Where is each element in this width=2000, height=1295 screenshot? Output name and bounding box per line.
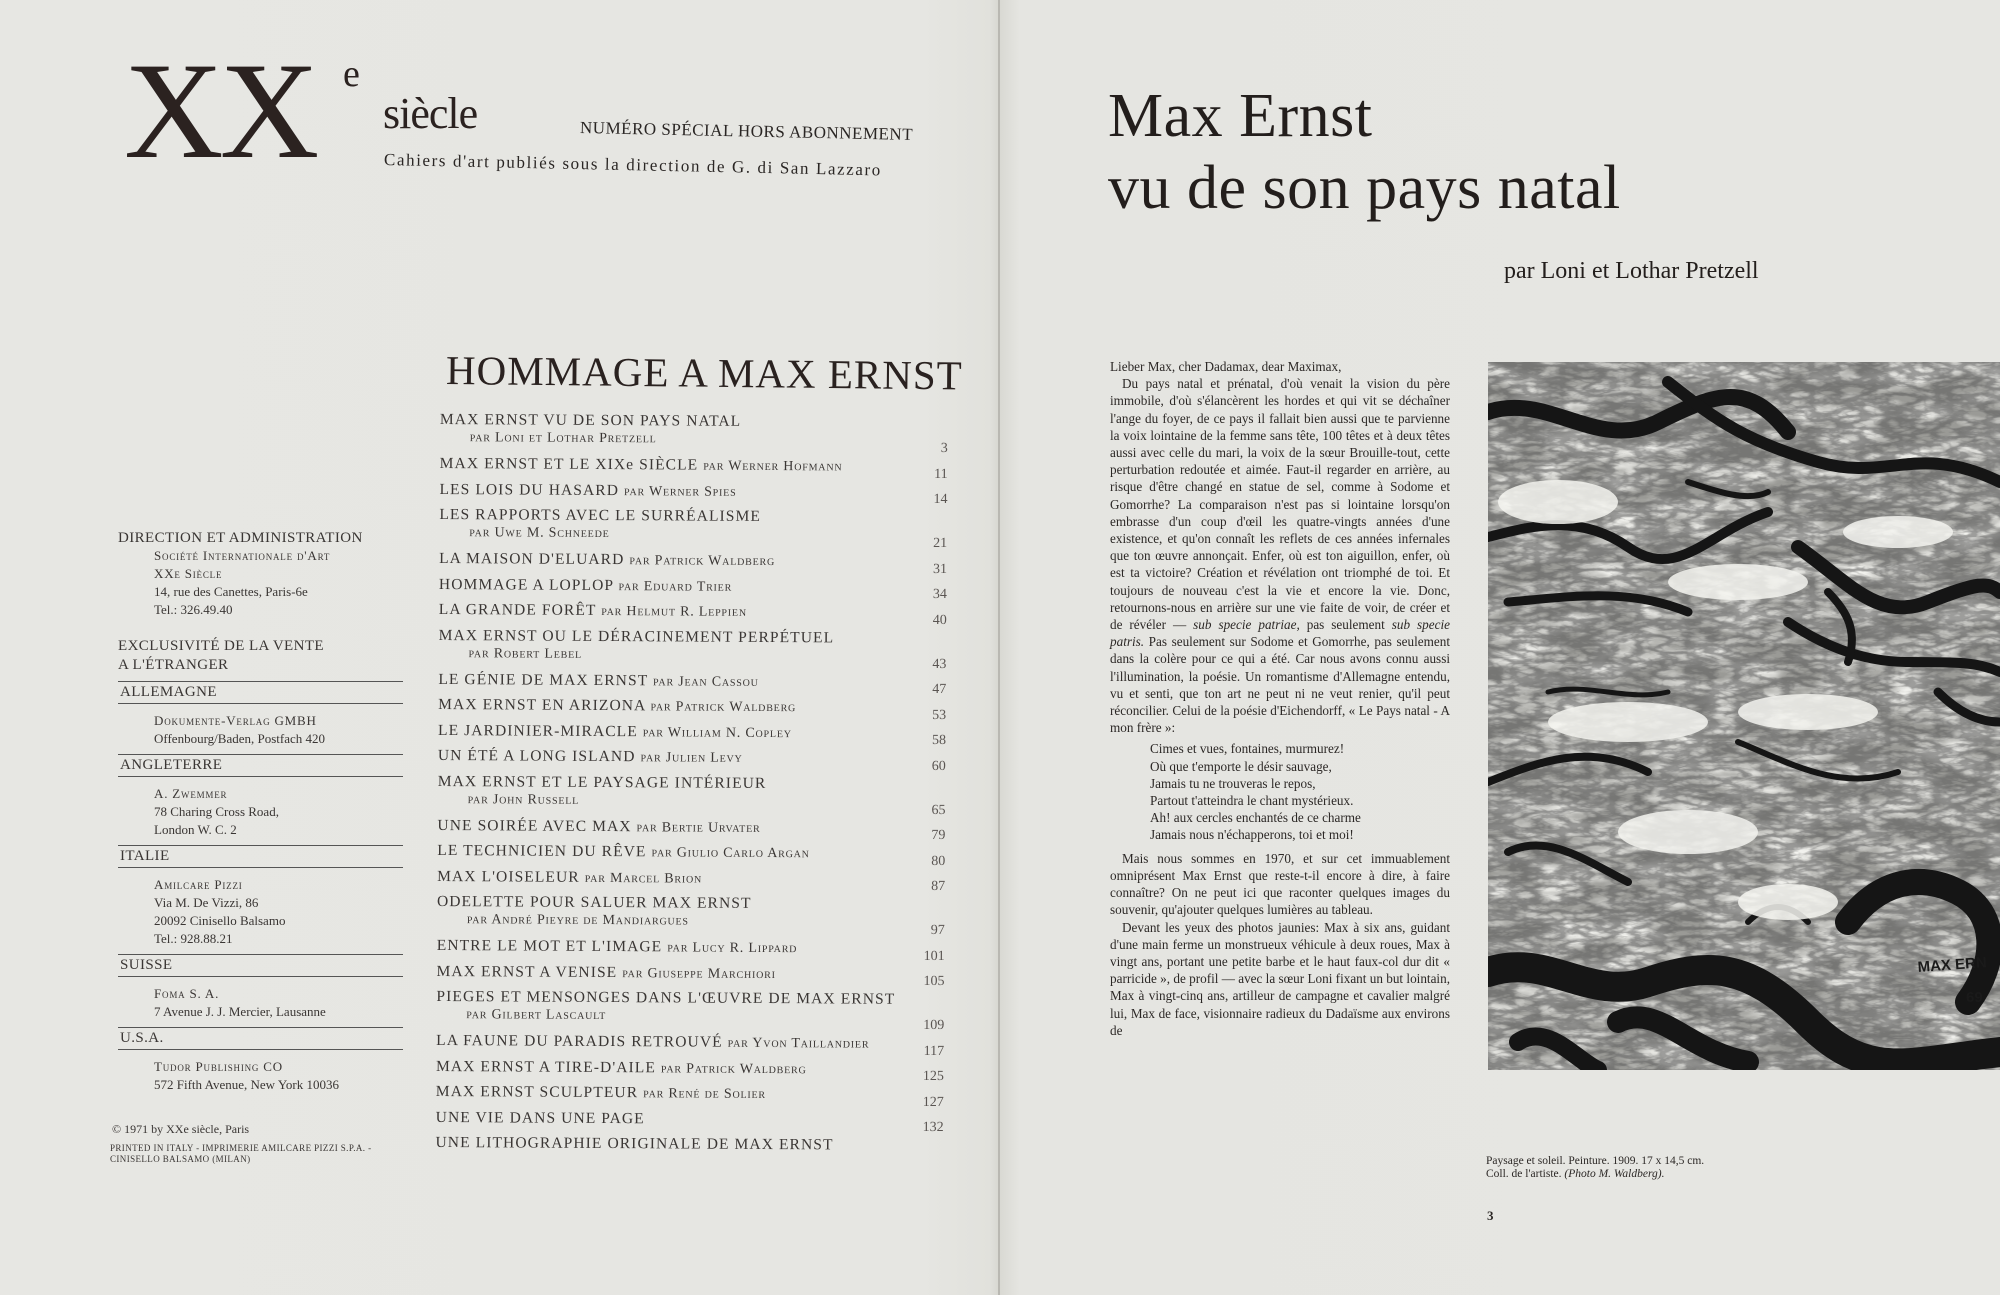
toc-entry-title: UNE SOIRÉE AVEC MAX (437, 816, 632, 835)
toc-entry (438, 600, 947, 629)
toc-entry-title: LA GRANDE FORÊT (438, 600, 597, 619)
address-line: 572 Fifth Avenue, New York 10036 (154, 1077, 340, 1092)
toc-entry-title: LES LOIS DU HASARD (439, 480, 620, 499)
toc-entry-title: MAX ERNST ET LE PAYSAGE INTÉRIEUR (437, 772, 767, 792)
toc-entry-line (437, 936, 937, 959)
toc-entry-author: par William N. Copley (642, 724, 792, 741)
address-line: XXe Siècle (154, 566, 223, 581)
toc-entry-page: 127 (922, 1094, 944, 1110)
text-run: Du pays natal et prénatal, d'où venait la vision du père immobile, d'où s'élancèrent les hordes et qui vit se déchaîner l'ange du foyer, de ce pays il fallait bien aussi que te parvienne la voix lointaine de la femme sans tête, 100 têtes et à deux têtes aussi avec celle du mari, la voix de la sœur Brouille-tout, cette perturbation redoutée et aimée. Faut-il regarder en arrière, au risque d'être changé en statue de sel, comme à Sodome et Gomorrhe? La comparaison n'est pas si lointaine lorsqu'on embrasse d'un coup d'œil les quatre-vingts années d'une existence, et qu'on connaît les reflets de ces années infernales que ton œuvre annonçait. Enfer, où est ton aiguillon, enfer, où est ta victoire? Création et révélation ont triomphé de toi. Et toujours de nouveau c'est la vie et encore la vie. Donc, retournons-nous en arrière sur une vie faite de voir, de créer et de révéler — (1110, 376, 1450, 633)
svg-text:69: 69 (1966, 989, 1983, 1006)
toc-entry (435, 1056, 944, 1085)
toc-entry-title: LA MAISON D'ELUARD (439, 549, 625, 569)
address-line: Dokumente-Verlag GMBH (154, 713, 317, 728)
toc-entry (437, 866, 946, 895)
printer-notice: PRINTED IN ITALY - IMPRIMERIE AMILCARE PIZZI S.P.A. - CINISELLO BALSAMO (MILAN) (110, 1143, 372, 1164)
toc-entry-page: 60 (931, 758, 946, 774)
painting-image (1488, 362, 2000, 1070)
toc-entry-line (437, 841, 937, 864)
toc-entry-title: HOMMAGE A LOPLOP (438, 575, 614, 594)
toc-entry-page: 125 (922, 1068, 944, 1085)
toc-entry-title: MAX ERNST VU DE SON PAYS NATAL (439, 410, 742, 430)
toc-entry-page: 11 (934, 466, 948, 482)
toc-entry-line (438, 720, 938, 743)
toc-entry-line (437, 866, 937, 889)
toc-entry-title: MAX ERNST A TIRE-D'AILE (435, 1057, 657, 1076)
exclusive-sale-heading (118, 637, 403, 675)
text-run: pas seulement (1299, 617, 1392, 633)
toc-entry (435, 1107, 944, 1136)
toc-entry (438, 695, 947, 724)
page-number: 3 (1487, 1208, 1494, 1223)
toc-entry-line (439, 574, 939, 597)
toc-entry-author: par Robert Lebel (468, 645, 582, 662)
toc-entry-page: 117 (923, 1043, 945, 1059)
toc-entry-author: par Julien Levy (640, 750, 743, 766)
address-line: 20092 Cinisello Balsamo (154, 913, 286, 928)
toc-entry-line (438, 669, 938, 692)
exclusive-sale-line: EXCLUSIVITÉ DE LA VENTE (118, 638, 324, 654)
toc-entry-author: par Loni et Lothar Pretzell (469, 430, 657, 447)
toc-entry-page: 132 (922, 1119, 944, 1136)
toc-entry-author: par Eduard Trier (618, 578, 733, 595)
toc-entry-page: 47 (932, 682, 947, 698)
address-line: Foma S. A. (154, 986, 220, 1001)
toc-entry-page: 14 (933, 492, 948, 508)
toc-entry-author: par Bertie Urvater (636, 819, 761, 836)
toc-entry (435, 1133, 935, 1162)
toc-entry (436, 961, 945, 990)
photo-credit: (Photo M. Waldberg). (1564, 1168, 1665, 1180)
country-heading: U.S.A. (118, 1027, 403, 1050)
toc-entry-page: 80 (931, 853, 946, 869)
masthead-superscript: e (343, 53, 360, 95)
toc-entry-author: par Lucy R. Lippard (667, 940, 798, 957)
toc-entry-title: LE TECHNICIEN DU RÊVE (437, 841, 647, 861)
administration-heading: DIRECTION ET ADMINISTRATION (118, 530, 363, 546)
toc-entry-line (437, 815, 937, 838)
salutation: Lieber Max, cher Dadamax, dear Maximax, (1110, 359, 1342, 374)
country-heading: SUISSE (118, 954, 403, 977)
toc-entry-title: LE GÉNIE DE MAX ERNST (438, 670, 649, 689)
latin-phrase: sub specie patris. (1110, 617, 1450, 650)
address-line: Tel.: 326.49.40 (154, 602, 233, 617)
poem-line: Jamais nous n'échapperons, toi et moi! (1150, 827, 1354, 843)
toc-entry (437, 841, 946, 870)
toc-entry-page: 53 (932, 707, 947, 723)
administration-column (118, 530, 403, 1100)
toc-entry-line (439, 479, 939, 502)
toc-entry-line (440, 454, 940, 477)
toc-title: HOMMAGE A MAX ERNST (445, 347, 963, 399)
toc-entry-author: par Giuseppe Marchiori (622, 965, 776, 982)
distributor-address (118, 712, 403, 748)
address-line: Offenbourg/Baden, Postfach 420 (154, 731, 326, 746)
country-heading: ALLEMAGNE (118, 681, 403, 704)
toc-entry-title: LA FAUNE DU PARADIS RETROUVÉ (436, 1031, 723, 1051)
toc-entry (436, 892, 945, 939)
toc-entry-title: MAX ERNST EN ARIZONA (438, 695, 646, 715)
address-line: Société Internationale d'Art (154, 548, 331, 563)
toc-entry-page: 109 (923, 1017, 945, 1034)
distributor-address (118, 785, 403, 839)
text-run: Pas seulement sur Sodome et Gomorrhe, pas seulement dans la colère pour ce qui a été. Car nous avons connu aussi l'illumination, la poésie. Un romantisme d'Allemagne entendu, vu et senti, que ton art ne peut ni ne veut renier, qu'il peut réconcilier. Celui de la poésie d'Eichendorff, « Le Pays natal - A mon frère »: (1110, 634, 1450, 736)
toc-entry (439, 479, 948, 508)
exclusive-sale-line: A L'ÉTRANGER (118, 657, 229, 673)
article-title-line: vu de son pays natal (1108, 154, 1621, 222)
address-line: 14, rue des Canettes, Paris-6e (154, 584, 308, 599)
toc-entry (439, 454, 948, 483)
toc-entry-page: 87 (931, 879, 946, 895)
toc-entry-page: 34 (932, 587, 947, 603)
toc-entry-author: par Yvon Taillandier (727, 1035, 870, 1052)
toc-entry-title: PIEGES ET MENSONGES DANS L'ŒUVRE DE MAX ERNST (436, 987, 896, 1008)
toc-entry-author: par Marcel Brion (584, 870, 703, 887)
caption-line (1486, 1168, 1704, 1181)
toc-entry-title: LE JARDINIER-MIRACLE (437, 721, 638, 740)
painting-brushstrokes (1488, 362, 2000, 1070)
toc-entry (437, 815, 946, 844)
toc-entry-line (438, 746, 938, 769)
address-line: Tudor Publishing CO (154, 1059, 283, 1074)
poem-line: Où que t'emporte le désir sauvage, (1150, 758, 1332, 774)
masthead-roman: XX (124, 34, 316, 187)
toc-entry-page: 31 (932, 561, 948, 577)
toc-entry-line (439, 549, 939, 572)
toc-entry-page: 40 (932, 612, 947, 628)
article-body (1110, 358, 1450, 1039)
toc-entry-title: ODELETTE POUR SALUER MAX ERNST (436, 892, 752, 912)
toc-entry-title: UNE LITHOGRAPHIE ORIGINALE DE MAX ERNST (435, 1133, 834, 1154)
distributor-address (118, 1058, 403, 1094)
toc-entry (436, 936, 945, 965)
toc-entry-line (436, 1031, 936, 1054)
address-line: 7 Avenue J. J. Mercier, Lausanne (154, 1004, 326, 1019)
toc-entry-title: ENTRE LE MOT ET L'IMAGE (436, 936, 663, 956)
toc-entry-author: par John Russell (467, 791, 580, 808)
poem-line: Ah! aux cercles enchantés de ce charme (1150, 810, 1361, 826)
toc-entry-page: 101 (923, 948, 945, 964)
toc-entry-page: 97 (930, 923, 945, 939)
painting-caption (1486, 1155, 1704, 1181)
toc-entry-title: MAX ERNST ET LE XIXe SIÈCLE (439, 454, 699, 474)
toc-entry-author: par Helmut R. Leppien (601, 603, 747, 620)
toc-entry-page: 3 (940, 441, 948, 457)
toc-entry (438, 669, 947, 698)
toc-entry-page: 65 (931, 802, 946, 818)
toc-entry-author: par André Pieyre de Mandiargues (466, 912, 689, 929)
toc-entry-author: par Patrick Waldberg (660, 1060, 807, 1077)
toc-entry (439, 505, 948, 552)
toc-entry-author: par Werner Hofmann (703, 458, 843, 475)
toc-entry (435, 1082, 944, 1111)
toc-entry-title: MAX L'OISELEUR (437, 867, 580, 886)
administration-address (118, 547, 403, 619)
address-line: Via M. De Vizzi, 86 (154, 895, 259, 910)
paragraph: Devant les yeux des photos jaunies: Max à six ans, guidant d'une main ferme un monstrueux véhicule à deux roues, Max à vingt ans, portant une petite barbe et le haut faux-col dur dit « parricide », de profil — avec la sœur Loni fixant un but lointain, Max à vingt-cinq ans, artilleur de campagne et cavalier malgré lui, Max de face, visionnaire radieux du Dadaïsme aux environs de (1110, 919, 1450, 1038)
toc-entry (437, 746, 946, 775)
latin-phrase: sub specie patriae, (1193, 617, 1300, 633)
toc-entry-page: 79 (931, 828, 946, 844)
poem-line: Cimes et vues, fontaines, murmurez! (1150, 741, 1345, 757)
toc-entry-author: par René de Solier (643, 1086, 766, 1103)
poem-line: Jamais tu ne trouveras le repos, (1150, 775, 1316, 791)
country-heading: ITALIE (118, 845, 403, 868)
toc-entry-author: par Patrick Waldberg (629, 553, 776, 570)
toc-entry (436, 987, 945, 1034)
toc-entry-author: par Giulio Carlo Argan (651, 845, 810, 862)
toc-entry-line (436, 1082, 936, 1105)
toc-entry (438, 625, 947, 672)
toc-entry (436, 1031, 945, 1060)
poem (1150, 740, 1450, 843)
masthead-subtitle: Cahiers d'art publiés sous la direction de G. di San Lazzaro (383, 150, 883, 180)
special-issue-label: NUMÉRO SPÉCIAL HORS ABONNEMENT (579, 118, 914, 144)
masthead-siecle: siècle (383, 89, 478, 138)
toc-entry-author: par Werner Spies (623, 483, 737, 500)
address-line: London W. C. 2 (154, 822, 237, 837)
toc-entry-title: MAX ERNST SCULPTEUR (435, 1082, 639, 1102)
address-line: Amilcare Pizzi (154, 877, 243, 892)
country-heading: ANGLETERRE (118, 754, 403, 777)
toc-entry (439, 549, 948, 578)
poem-line: Partout t'atteindra le chant mystérieux. (1150, 793, 1354, 809)
toc-entry-title: UN ÉTÉ A LONG ISLAND (437, 746, 636, 766)
toc-entry (437, 771, 946, 818)
toc-entry-line (435, 1133, 935, 1156)
address-line: A. Zwemmer (154, 786, 228, 801)
toc-entry-line (439, 600, 939, 623)
article-author: par Loni et Lothar Pretzell (1504, 258, 1759, 284)
toc-entry-line (436, 1107, 936, 1130)
toc-entry-page: 21 (933, 536, 948, 552)
toc-entry-line (436, 1056, 936, 1079)
toc-entry-author: par Patrick Waldberg (650, 699, 797, 716)
paragraph: Mais nous sommes en 1970, et sur cet immuablement omniprésent Max Ernst que reste-t-il encore à dire, à faire connaître? On ne peut ici que raconter quelques images du souvenir, qu'ajouter quelques lumières au tableau. (1110, 850, 1450, 918)
toc-entry-title: MAX ERNST OU LE DÉRACINEMENT PERPÉTUEL (438, 626, 835, 646)
toc-entry-title: UNE VIE DANS UNE PAGE (435, 1108, 645, 1127)
painting-signature: MAX ERN (1917, 954, 1988, 976)
caption-text: Coll. de l'artiste. (1486, 1168, 1565, 1180)
toc-entry (438, 574, 947, 603)
toc-entry-author: par Jean Cassou (652, 673, 759, 690)
caption-line: Paysage et soleil. Peinture. 1909. 17 x 14,5 cm. (1486, 1155, 1705, 1167)
toc-entry-line (437, 961, 937, 984)
address-line: 78 Charing Cross Road, (154, 804, 279, 819)
toc-entry (439, 410, 948, 457)
toc-entry-author: par Gilbert Lascault (466, 1007, 607, 1024)
toc-entry-title: MAX ERNST A VENISE (436, 962, 618, 981)
article-title (1108, 80, 1621, 224)
address-line: Tel.: 928.88.21 (154, 931, 233, 946)
table-of-contents (435, 410, 948, 1162)
toc-entry-line (438, 695, 938, 718)
toc-entry-title: LES RAPPORTS AVEC LE SURRÉALISME (439, 505, 762, 525)
toc-entry-page: 58 (931, 733, 947, 749)
toc-entry-author: par Uwe M. Schneede (469, 525, 610, 542)
paragraph (1110, 375, 1450, 736)
toc-entry (437, 720, 947, 749)
distributor-address (118, 985, 403, 1021)
article-title-line: Max Ernst (1108, 82, 1373, 150)
copyright-notice: © 1971 by XXe siècle, Paris (112, 1122, 250, 1136)
toc-entry-page: 105 (923, 973, 945, 990)
toc-entry-page: 43 (932, 656, 947, 672)
distributor-address (118, 876, 403, 948)
